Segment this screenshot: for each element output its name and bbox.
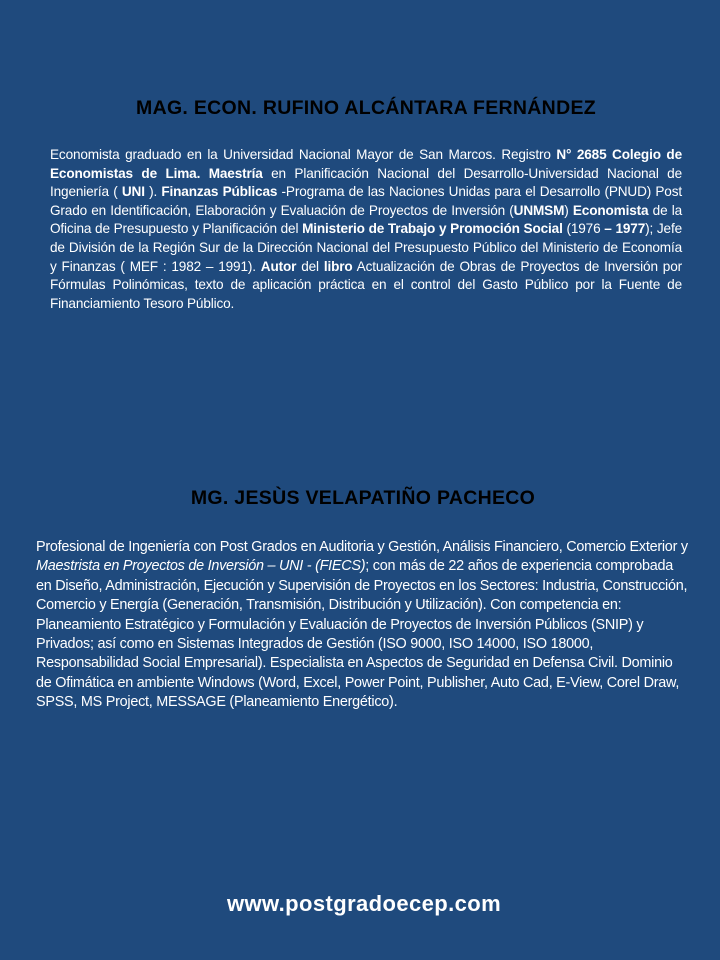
- text-segment: Actualización de Obras de Proyectos de Inversión por Fórmulas Polinómicas, texto de aplicación práctica en el control del Gasto Público por la Fuente de Financiamiento Tesoro Público.: [50, 258, 682, 311]
- text-segment: del: [296, 258, 324, 274]
- text-segment: Profesional de Ingeniería con Post Grados en Auditoria y Gestión, Análisis Financiero, Comercio Exterior y: [36, 539, 688, 555]
- text-segment: Autor: [260, 258, 297, 274]
- text-segment: Economista: [572, 202, 649, 218]
- text-segment: Economista graduado en la Universidad Nacional Mayor de San Marcos. Registro: [50, 147, 557, 162]
- bio-section-jesus: [36, 486, 690, 713]
- text-segment: UNMSM: [513, 202, 565, 218]
- text-segment: [200, 166, 208, 181]
- bio-name-heading: MAG. ECON. RUFINO ALCÁNTARA FERNÁNDEZ: [136, 97, 596, 119]
- text-segment: Finanzas Públicas: [161, 184, 278, 200]
- text-segment: N° 2685 Colegio de Economistas de Lima.: [50, 147, 682, 181]
- text-segment: en Planificación Nacional del Desarrollo-Universidad Nacional de Ingeniería (: [50, 165, 682, 200]
- text-segment: Ministerio de Trabajo y Promoción Social: [302, 221, 563, 237]
- text-segment: libro: [323, 258, 353, 274]
- text-segment: UNI: [121, 184, 145, 200]
- bio-paragraph: [36, 538, 690, 713]
- text-segment: ); Jefe de División de la Región Sur de la Dirección Nacional del Presupuesto Público del Ministerio de Economía y Finanzas ( MEF : 1982 – 1991).: [50, 221, 682, 274]
- website-link[interactable]: www.postgradoecep.com: [226, 891, 502, 916]
- text-segment: ): [564, 202, 573, 218]
- text-segment: (1976: [562, 221, 605, 237]
- text-segment: ).: [144, 184, 162, 200]
- text-segment: de la Oficina de Presupuesto y Planificación del: [50, 202, 682, 237]
- text-segment: Maestrista en Proyectos de Inversión – UNI - (FIECS): [36, 558, 366, 575]
- bio-paragraph: [50, 146, 682, 313]
- text-segment: ; con más de 22 años de experiencia comprobada en Diseño, Administración, Ejecución y Supervisión de Proyectos en los Sectores: Industria, Construcción, Comercio y Energía (Generación, Transmisión, Distribución y Utilización). Con competencia en: Planeamiento Estratégico y Formulación y Evaluación de Proyectos de Inversión Públicos (SNIP) y Privados; así como en Sistemas Integrados de Gestión (ISO 9000, ISO 14000, ISO 18000, Responsabilidad Social Empresarial). Especialista en Aspectos de Seguridad en Defensa Civil. Dominio de Ofimática en ambiente Windows (Word, Excel, Power Point, Publisher, Auto Cad, E-View, Corel Draw, SPSS, MS Project, MESSAGE (Planeamiento Energético).: [36, 558, 688, 711]
- bio-section-rufino: [50, 96, 682, 313]
- bio-name-heading: MG. JESÙS VELAPATIÑO PACHECO: [190, 487, 536, 509]
- text-segment: -Programa de las Naciones Unidas para el Desarrollo (PNUD) Post Grado en Identificación, Elaboración y Evaluación de Proyectos de Inversión (: [50, 184, 682, 218]
- text-segment: Maestría: [208, 165, 263, 181]
- text-segment: – 1977: [604, 221, 646, 237]
